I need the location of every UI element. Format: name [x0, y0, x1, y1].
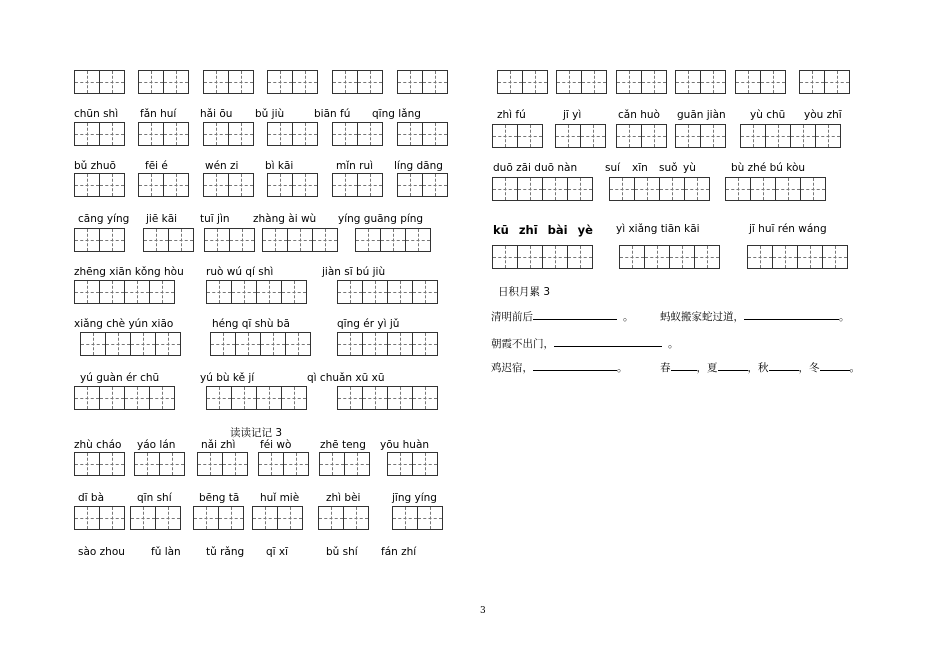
- answer-box-group[interactable]: [619, 245, 719, 269]
- answer-box-group[interactable]: [355, 228, 430, 252]
- pinyin-prompt: zhàng ài wù: [253, 213, 317, 225]
- answer-box-group[interactable]: [74, 122, 124, 146]
- answer-box-group[interactable]: [74, 280, 174, 304]
- pinyin-prompt: fēi é: [145, 160, 168, 172]
- pinyin-prompt: bēng tā: [199, 492, 240, 504]
- answer-blank[interactable]: [718, 360, 748, 371]
- answer-box-group[interactable]: [204, 228, 254, 252]
- pinyin-prompt: yōu huàn: [380, 439, 430, 451]
- answer-box-group[interactable]: [203, 173, 253, 197]
- page-number: 3: [480, 606, 486, 616]
- pinyin-prompt: kū zhī bài yè: [493, 223, 593, 237]
- answer-box-group[interactable]: [193, 506, 243, 530]
- answer-box-group[interactable]: [492, 124, 542, 148]
- answer-box-group[interactable]: [397, 122, 447, 146]
- answer-box-group[interactable]: [138, 70, 188, 94]
- answer-box-group[interactable]: [74, 386, 174, 410]
- pinyin-prompt: zhì fú: [497, 109, 526, 121]
- pinyin-prompt: fǔ làn: [151, 546, 181, 558]
- answer-box-group[interactable]: [134, 452, 184, 476]
- answer-box-group[interactable]: [332, 173, 382, 197]
- pinyin-prompt: chūn shì: [74, 108, 119, 120]
- pinyin-prompt: jī huī rén wáng: [749, 223, 827, 235]
- pinyin-prompt: nǎi zhì: [201, 439, 236, 451]
- answer-box-group[interactable]: [555, 124, 605, 148]
- fill-line-1b: [660, 309, 850, 324]
- pinyin-prompt: biān fú: [314, 108, 351, 120]
- section-title: 读读记记 3: [230, 427, 283, 439]
- pinyin-prompt: hǎi ōu: [200, 108, 233, 120]
- answer-box-group[interactable]: [397, 173, 447, 197]
- pinyin-prompt: jiē kāi: [146, 213, 178, 225]
- answer-blank[interactable]: [744, 309, 839, 320]
- answer-box-group[interactable]: [609, 177, 709, 201]
- pinyin-prompt: zhì bèi: [326, 492, 361, 504]
- answer-box-group[interactable]: [740, 124, 840, 148]
- answer-box-group[interactable]: [80, 332, 180, 356]
- pinyin-prompt: cāng yíng: [78, 213, 130, 225]
- pinyin-prompt: yì xiǎng tiān kāi: [616, 223, 700, 235]
- pinyin-prompt: yáo lán: [137, 439, 176, 451]
- answer-box-group[interactable]: [138, 122, 188, 146]
- pinyin-prompt: héng qī shù bā: [212, 318, 290, 330]
- answer-blank[interactable]: [671, 360, 697, 371]
- pinyin-prompt: bǔ zhuō: [74, 160, 116, 172]
- answer-box-group[interactable]: [387, 452, 437, 476]
- fill-line-3a: [491, 360, 628, 375]
- pinyin-prompt: sào zhou: [78, 546, 125, 558]
- pinyin-prompt: qīng ér yì jǔ: [337, 318, 400, 330]
- answer-box-group[interactable]: [332, 70, 382, 94]
- pinyin-prompt: fǎn huí: [140, 108, 177, 120]
- answer-box-group[interactable]: [206, 386, 306, 410]
- pinyin-prompt: wén zi: [205, 160, 239, 172]
- answer-box-group[interactable]: [318, 506, 368, 530]
- pinyin-prompt: bǔ jiù: [255, 108, 285, 120]
- pinyin-prompt: yòu zhī: [804, 109, 842, 121]
- answer-box-group[interactable]: [206, 280, 306, 304]
- fill-line-2: [491, 336, 679, 351]
- answer-box-group[interactable]: [725, 177, 825, 201]
- pinyin-prompt: jīng yíng: [392, 492, 437, 504]
- pinyin-prompt: qīn shí: [137, 492, 172, 504]
- answer-box-group[interactable]: [556, 70, 606, 94]
- answer-box-group[interactable]: [143, 228, 193, 252]
- fill-prompt: 春: [660, 362, 671, 374]
- answer-box-group[interactable]: [675, 124, 725, 148]
- fill-end: 。: [623, 311, 634, 323]
- answer-box-group[interactable]: [197, 452, 247, 476]
- answer-box-group[interactable]: [210, 332, 310, 356]
- pinyin-prompt: guān jiàn: [677, 109, 726, 121]
- answer-box-group[interactable]: [203, 70, 253, 94]
- answer-blank[interactable]: [769, 360, 799, 371]
- pinyin-prompt: bù zhé bú kòu: [731, 162, 806, 174]
- answer-box-group[interactable]: [675, 70, 725, 94]
- answer-blank[interactable]: [820, 360, 850, 371]
- answer-box-group[interactable]: [258, 452, 308, 476]
- answer-box-group[interactable]: [799, 70, 849, 94]
- fill-prompt: ，冬: [798, 362, 820, 374]
- pinyin-prompt: xiǎng chè yún xiāo: [74, 318, 174, 330]
- pinyin-prompt: yù chū: [750, 109, 786, 121]
- answer-box-group[interactable]: [492, 177, 592, 201]
- answer-box-group[interactable]: [337, 280, 437, 304]
- answer-box-group[interactable]: [74, 70, 124, 94]
- pinyin-prompt: yú bù kě jí: [200, 372, 255, 384]
- pinyin-prompt: líng dāng: [394, 160, 443, 172]
- answer-box-group[interactable]: [616, 124, 666, 148]
- answer-box-group[interactable]: [74, 173, 124, 197]
- fill-line-seasons: [660, 360, 860, 375]
- answer-box-group[interactable]: [497, 70, 547, 94]
- fill-prompt: 蚂蚁搬家蛇过道，: [660, 311, 744, 323]
- answer-box-group[interactable]: [130, 506, 180, 530]
- pinyin-prompt: bì kāi: [265, 160, 294, 172]
- answer-box-group[interactable]: [262, 228, 337, 252]
- answer-box-group[interactable]: [616, 70, 666, 94]
- answer-box-group[interactable]: [74, 452, 124, 476]
- fill-end: 。: [849, 362, 860, 374]
- answer-box-group[interactable]: [319, 452, 369, 476]
- pinyin-prompt: qì chuǎn xū xū: [307, 372, 385, 384]
- answer-box-group[interactable]: [74, 506, 124, 530]
- answer-box-group[interactable]: [735, 70, 785, 94]
- answer-box-group[interactable]: [492, 245, 592, 269]
- pinyin-prompt: dī bà: [78, 492, 105, 504]
- answer-box-group[interactable]: [392, 506, 442, 530]
- answer-box-group[interactable]: [337, 332, 437, 356]
- pinyin-prompt: yù: [683, 162, 696, 174]
- pinyin-prompt: fán zhí: [381, 546, 417, 558]
- answer-box-group[interactable]: [138, 173, 188, 197]
- pinyin-prompt: yú guàn ér chū: [80, 372, 160, 384]
- pinyin-prompt: zhēng xiān kǒng hòu: [74, 266, 184, 278]
- answer-box-group[interactable]: [337, 386, 437, 410]
- pinyin-prompt: cǎn huò: [618, 109, 660, 121]
- pinyin-prompt: huǐ miè: [260, 492, 300, 504]
- pinyin-prompt: suǒ: [659, 162, 678, 174]
- pinyin-prompt: zhù cháo: [74, 439, 122, 451]
- fill-prompt: ，秋: [747, 362, 769, 374]
- pinyin-prompt: tuī jìn: [200, 213, 230, 225]
- pinyin-prompt: suí: [605, 162, 621, 174]
- pinyin-prompt: mǐn ruì: [336, 160, 374, 172]
- answer-blank[interactable]: [533, 309, 617, 320]
- fill-prompt: 清明前后: [491, 311, 533, 323]
- fill-prompt: 朝霞不出门，: [491, 338, 554, 350]
- fill-prompt: ，夏: [696, 362, 718, 374]
- answer-box-group[interactable]: [747, 245, 847, 269]
- pinyin-prompt: tǔ rǎng: [206, 546, 245, 558]
- fill-end: 。: [668, 338, 679, 350]
- answer-box-group[interactable]: [252, 506, 302, 530]
- pinyin-prompt: jī yì: [563, 109, 582, 121]
- answer-box-group[interactable]: [267, 173, 317, 197]
- pinyin-prompt: bǔ shí: [326, 546, 358, 558]
- fill-prompt: 鸡迟宿，: [491, 362, 533, 374]
- fill-end: 。: [839, 311, 850, 323]
- answer-blank[interactable]: [533, 360, 617, 371]
- pinyin-prompt: ruò wú qí shì: [206, 266, 274, 278]
- answer-box-group[interactable]: [267, 122, 317, 146]
- answer-box-group[interactable]: [397, 70, 447, 94]
- answer-box-group[interactable]: [74, 228, 124, 252]
- pinyin-prompt: yíng guāng píng: [338, 213, 424, 225]
- pinyin-prompt: qīng lǎng: [372, 108, 421, 120]
- answer-box-group[interactable]: [267, 70, 317, 94]
- pinyin-prompt: jiàn sī bú jiù: [322, 266, 386, 278]
- pinyin-prompt: qī xī: [266, 546, 289, 558]
- pinyin-prompt: duō zāi duō nàn: [493, 162, 578, 174]
- answer-box-group[interactable]: [203, 122, 253, 146]
- pinyin-prompt: zhē teng: [320, 439, 366, 451]
- pinyin-prompt: xīn: [632, 162, 648, 174]
- answer-blank[interactable]: [554, 336, 662, 347]
- section-title: 日积月累 3: [498, 286, 551, 298]
- fill-line-1a: [491, 309, 634, 324]
- fill-end: 。: [617, 362, 628, 374]
- answer-box-group[interactable]: [332, 122, 382, 146]
- pinyin-prompt: féi wò: [260, 439, 292, 451]
